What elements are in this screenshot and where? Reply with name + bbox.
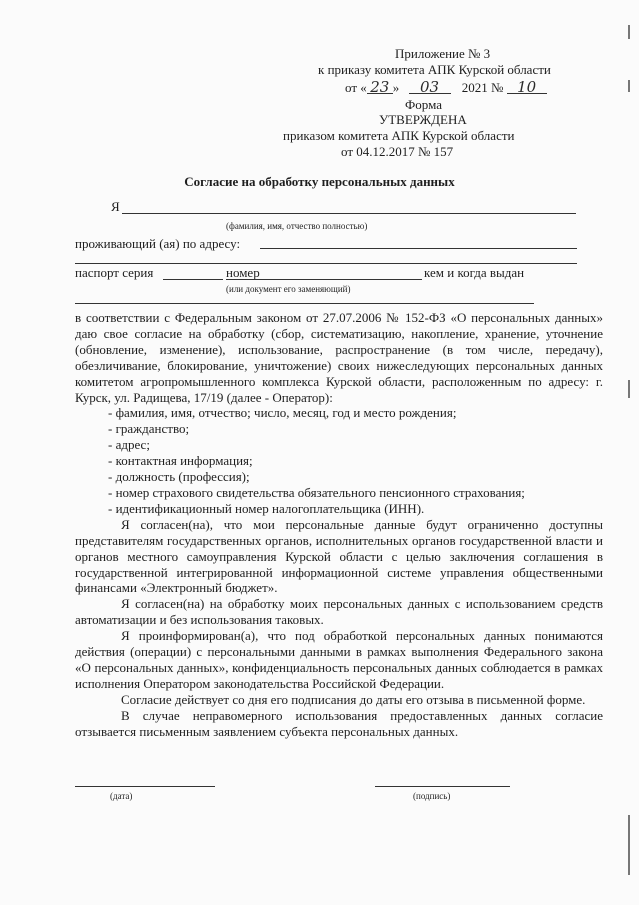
passport-series-line [163, 279, 223, 280]
consent-paragraph-5: Согласие действует со дня его подписания до даты его отзыва в письменной форме. [121, 691, 586, 707]
date-mid: » [392, 80, 400, 95]
handwritten-day: 23 [367, 79, 393, 94]
order-date-line [345, 79, 547, 96]
approving-order: приказом комитета АПК Курской области [283, 128, 515, 143]
scan-edge-mark [628, 815, 630, 875]
date-hint: (дата) [110, 791, 133, 801]
consent-body [75, 310, 603, 739]
scan-edge-mark [628, 380, 630, 398]
fio-hint: (фамилия, имя, отчество полностью) [226, 221, 368, 231]
issued-field-line [75, 303, 534, 304]
scan-edge-mark [628, 80, 630, 92]
list-item: - номер страхового свидетельства обязательного пенсионного страхования; [108, 484, 525, 500]
approving-order-date: от 04.12.2017 № 157 [341, 144, 454, 159]
order-reference: к приказу комитета АПК Курской области [318, 62, 551, 77]
address-field-line [260, 248, 577, 249]
scan-edge-mark [628, 25, 630, 39]
number-label: номер [226, 265, 260, 280]
consent-paragraph-2: Я согласен(на), что мои персональные данные будут ограниченно доступны представителям государственных органов, исполнительных органов государственной власти и органов местного самоуправления Курской области с целью заключения соглашения в государственной интегрированной информационной системе управления общественными финансами «Электронный бюджет». [75, 516, 603, 596]
date-prefix: от « [345, 80, 367, 95]
list-item: - идентификационный номер налогоплательщика (ИНН). [108, 500, 425, 516]
passport-label: паспорт серия [75, 265, 154, 280]
passport-number-line [226, 279, 422, 280]
doc-hint: (или документ его заменяющий) [226, 284, 351, 294]
approved-label: УТВЕРЖДЕНА [379, 112, 467, 127]
date-field-line [75, 786, 215, 787]
appendix-number: Приложение № 3 [395, 46, 491, 61]
personal-data-list [75, 405, 603, 516]
i-label: Я [111, 199, 120, 214]
form-label: Форма [405, 97, 442, 112]
address-field-line-2 [75, 263, 577, 264]
list-item: - гражданство; [108, 421, 190, 437]
fio-field-line [122, 213, 576, 214]
list-item: - должность (профессия); [108, 469, 250, 485]
consent-paragraph-6: В случае неправомерного использования предоставленных данных согласие отзывается письменным заявлением субъекта персональных данных. [75, 707, 603, 739]
document-title: Согласие на обработку персональных данных [184, 174, 455, 189]
signature-hint: (подпись) [413, 791, 451, 801]
consent-paragraph-4: Я проинформирован(а), что под обработкой персональных данных понимаются действия (операции) с персональными данными в рамках выполнения Федерального закона «О персональных данных», конфиденциальность персональных данных соблюдается в рамках исполнения Оператором законодательства Российской Федерации. [75, 628, 603, 691]
list-item: - фамилия, имя, отчество; число, месяц, год и место рождения; [108, 405, 457, 421]
handwritten-order-number: 10 [507, 79, 547, 94]
year-number-label: 2021 № [461, 80, 504, 95]
signature-field-line [375, 786, 510, 787]
issued-label: кем и когда выдан [424, 265, 525, 280]
consent-paragraph-1: в соответствии с Федеральным законом от 27.07.2006 № 152-ФЗ «О персональных данных» даю свое согласие на обработку (сбор, систематизацию, накопление, хранение, уточнение (обновление, изменение), использование, распространение (в том числе, передачу), обезличивание, блокирование, уничтожение) своих нижеследующих персональных данных комитетом агропромышленного комплекса Курской области, расположенным по адресу: г. Курск, ул. Радищева, 17/19 (далее - Оператор): [75, 310, 603, 405]
address-label: проживающий (ая) по адресу: [75, 236, 241, 251]
list-item: - адрес; [108, 437, 150, 453]
list-item: - контактная информация; [108, 453, 253, 469]
handwritten-month: 03 [409, 79, 451, 94]
consent-paragraph-3: Я согласен(на) на обработку моих персональных данных с использованием средств автоматизации и без использования таковых. [75, 596, 603, 628]
